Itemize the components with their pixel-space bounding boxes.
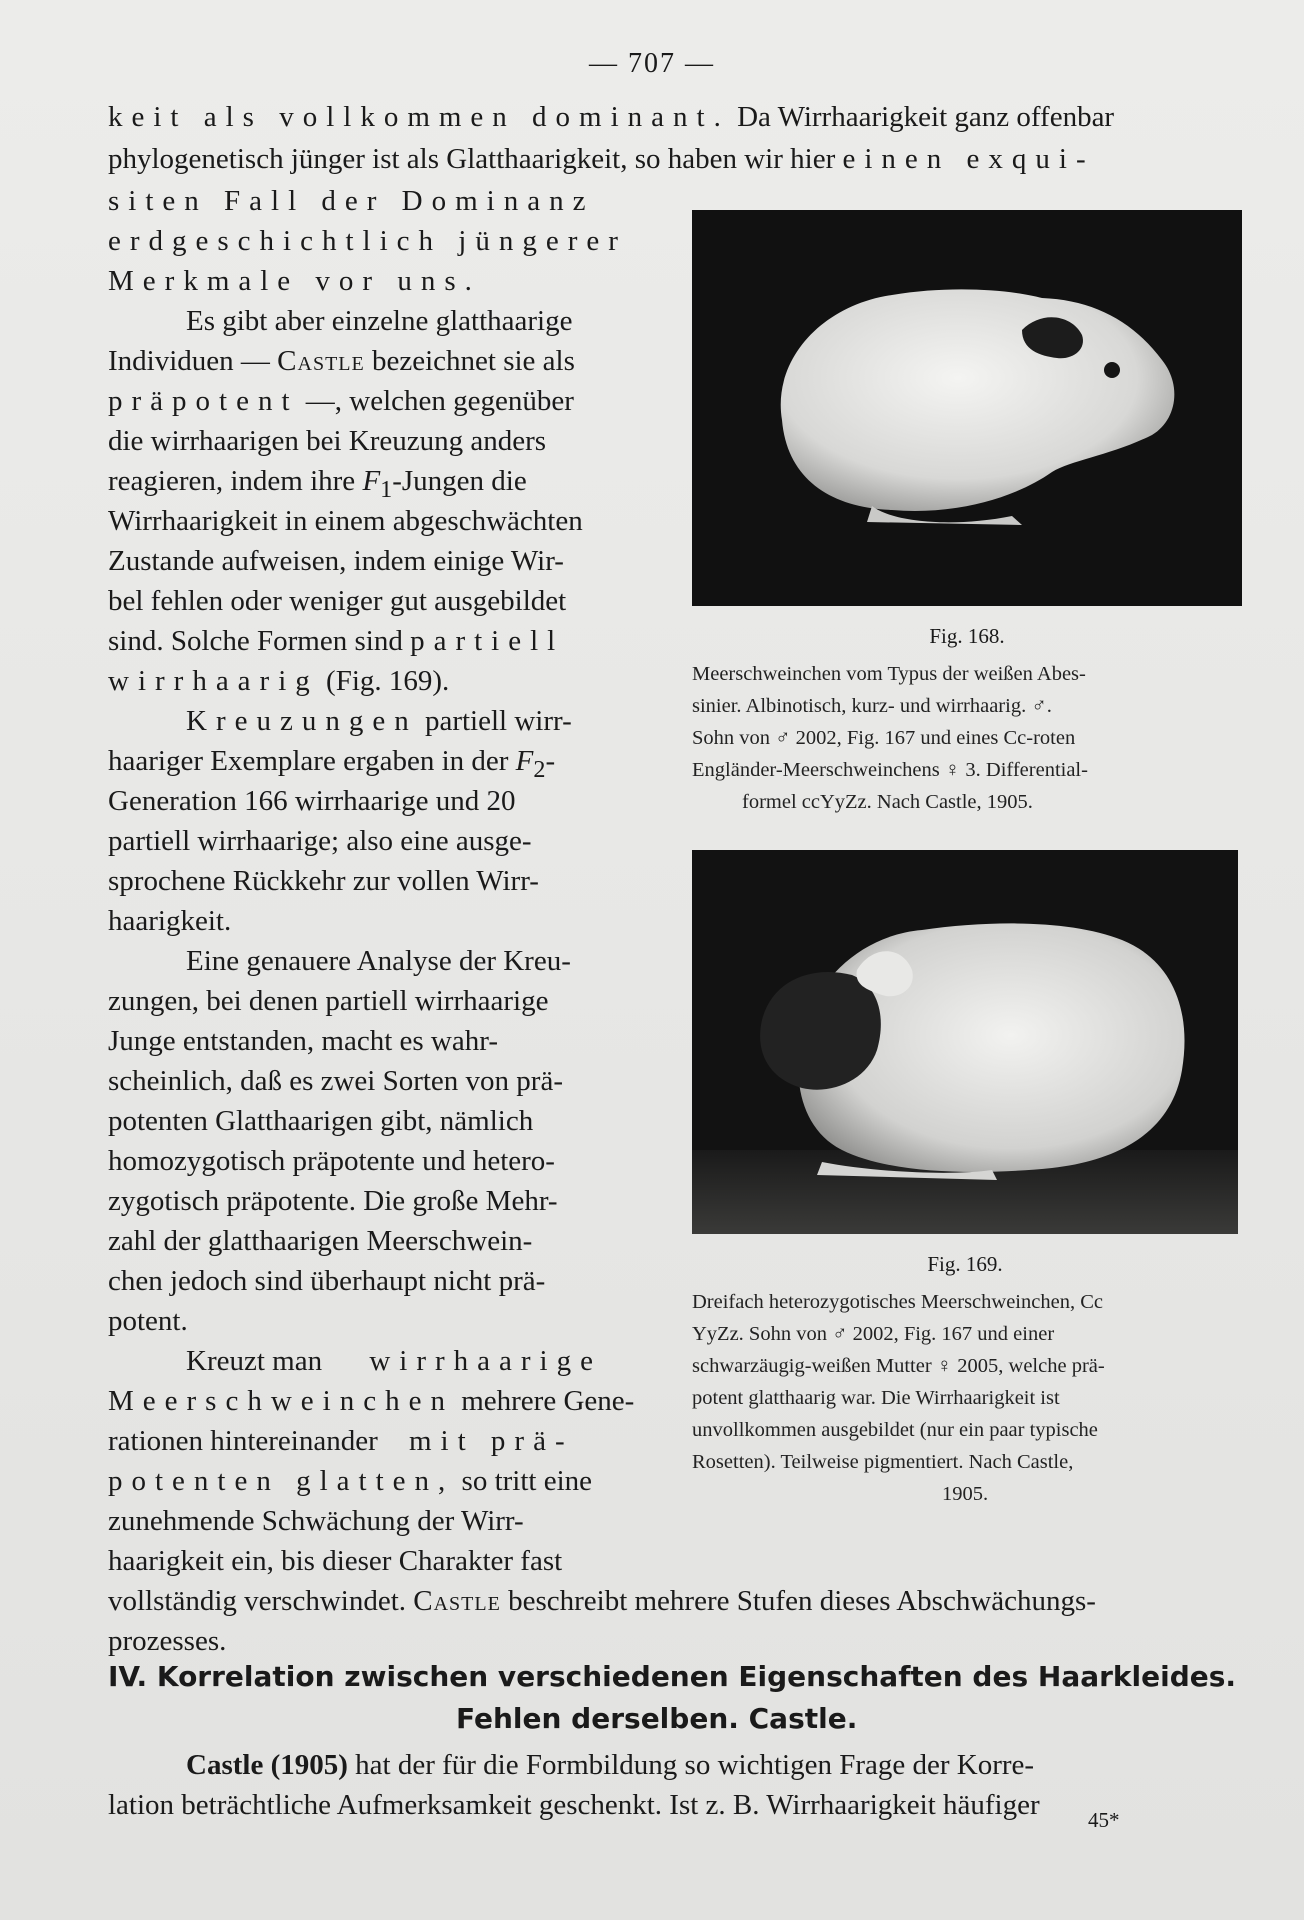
body-line-25: scheinlich, daß es zwei Sorten von prä- [108,1065,563,1097]
guinea-pig-pied-illustration [692,850,1238,1234]
author-name: Castle [413,1585,501,1617]
body-line-8 [108,384,574,418]
section-heading-line-2: Fehlen derselben. Castle. [456,1702,858,1735]
body-line-39: prozesses. [108,1625,227,1657]
formula-symbol: F [515,745,534,777]
body-line-18: Generation 166 wirrhaarige und 20 [108,785,516,817]
figure-169-label: Fig. 169. [927,1252,1003,1276]
body-line-36: zunehmende Schwächung der Wirr- [108,1505,524,1537]
body-line-3: siten Fall der Dominanz [108,185,595,217]
text-run: vollständig verschwindet. [108,1585,407,1617]
body-line-2 [108,142,1095,176]
figure-169-photo [692,850,1238,1234]
caption-line: Dreifach heterozygotisches Meerschweinchen, Cc [692,1291,1103,1313]
text-run: mehrere Gene- [461,1385,635,1417]
spaced-text: mit prä- [409,1425,574,1457]
body-line-6: Es gibt aber einzelne glatthaarige [186,305,573,337]
caption-line: sinier. Albinotisch, kurz- und wirrhaarig. ♂. [692,695,1052,717]
text-run: so tritt eine [461,1465,593,1497]
subscript: 2 [533,755,546,783]
body-line-37: haarigkeit ein, bis dieser Charakter fast [108,1545,563,1577]
body-line-26: potenten Glatthaarigen gibt, nämlich [108,1105,534,1137]
spaced-text: potenten glatten, [108,1465,455,1497]
caption-line: Rosetten). Teilweise pigmentiert. Nach Castle, [692,1451,1074,1473]
spaced-text: Kreuzungen [186,705,418,737]
text-run: reagieren, indem ihre [108,465,356,497]
formula-symbol: F [362,465,381,497]
figure-168-label: Fig. 168. [929,624,1005,648]
printer-signature: 45* [1088,1808,1120,1832]
body-line-35 [108,1464,592,1498]
caption-line: YyZz. Sohn von ♂ 2002, Fig. 167 und einer [692,1323,1055,1345]
spaced-text: einen exqui- [842,143,1095,175]
body-line-31: potent. [108,1305,188,1337]
body-line-11: Wirrhaarigkeit in einem abgeschwächten [108,505,583,537]
body-line-41: lation beträchtliche Aufmerksamkeit geschenkt. Ist z. B. Wirrhaarigkeit häufiger [108,1789,1040,1821]
body-line-1 [108,100,1114,134]
text-run: sind. Solche Formen sind [108,625,403,657]
caption-line: unvollkommen ausgebildet (nur ein paar typische [692,1419,1098,1441]
body-line-38 [108,1584,1096,1618]
text-run: —, welchen gegenüber [305,385,574,417]
body-line-12: Zustande aufweisen, indem einige Wir- [108,545,564,577]
text-run: Da Wirrhaarigkeit ganz offenbar [737,101,1115,133]
caption-line: Meerschweinchen vom Typus der weißen Abes- [692,663,1086,685]
body-line-40 [186,1748,1034,1782]
text-run: -Jungen die [392,465,527,497]
body-line-5: Merkmale vor uns. [108,265,481,297]
spaced-text: Meerschweinchen [108,1385,454,1417]
body-line-10 [108,464,527,507]
spaced-text: partiell [410,625,565,657]
author-citation: Castle (1905) [186,1749,348,1781]
text-run: - [545,745,556,777]
text-run: (Fig. 169). [326,665,450,697]
page-number: — 707 — [589,48,715,79]
text-run: hat der für die Formbildung so wichtigen Frage der Korre- [355,1749,1035,1781]
body-line-13: bel fehlen oder weniger gut ausgebildet [108,585,567,617]
guinea-pig-white-illustration [692,210,1242,606]
body-line-15 [108,664,449,698]
spaced-text: präpotent [108,385,299,417]
author-name: Castle [277,345,365,377]
caption-line: Sohn von ♂ 2002, Fig. 167 und eines Cc-roten [692,727,1076,749]
body-line-20: sprochene Rückkehr zur vollen Wirr- [108,865,539,897]
body-line-33 [108,1384,634,1418]
body-line-22: Eine genauere Analyse der Kreu- [186,945,571,977]
caption-line: Engländer-Meerschweinchens ♀ 3. Differential- [692,759,1088,781]
body-line-9: die wirrhaarigen bei Kreuzung anders [108,425,547,457]
body-line-28: zygotisch präpotente. Die große Mehr- [108,1185,558,1217]
body-line-21: haarigkeit. [108,905,232,937]
text-run: haariger Exemplare ergaben in der [108,745,509,777]
body-line-34 [108,1424,574,1458]
body-line-17 [108,744,555,787]
body-line-4: erdgeschichtlich jüngerer [108,225,627,257]
spaced-text: wirrhaarige [369,1345,602,1377]
body-line-14 [108,624,564,658]
text-run: partiell wirr- [424,705,572,737]
spaced-text: keit als vollkommen dominant. [108,101,730,133]
text-run: Individuen — [108,345,270,377]
body-line-32 [186,1344,602,1378]
figure-168-caption [692,658,1242,818]
caption-line: 1905. [941,1483,989,1505]
body-line-7 [108,344,575,378]
body-line-27: homozygotisch präpotente und hetero- [108,1145,555,1177]
body-line-24: Junge entstanden, macht es wahr- [108,1025,498,1057]
body-line-16 [186,704,572,738]
text-run: rationen hintereinander [108,1425,378,1457]
text-run: Kreuzt man [186,1345,323,1377]
body-line-23: zungen, bei denen partiell wirrhaarige [108,985,549,1017]
spaced-text: wirrhaarig [108,665,319,697]
text-run: bezeichnet sie als [371,345,575,377]
body-line-19: partiell wirrhaarige; also eine ausge- [108,825,532,857]
caption-line: schwarzäugig-weißen Mutter ♀ 2005, welche prä- [692,1355,1105,1377]
caption-line: potent glatthaarig war. Die Wirrhaarigkeit ist [692,1387,1060,1409]
body-line-29: zahl der glatthaarigen Meerschwein- [108,1225,533,1257]
body-line-30: chen jedoch sind überhaupt nicht prä- [108,1265,546,1297]
subscript: 1 [380,475,393,503]
figure-168-photo [692,210,1242,606]
caption-line: formel ccYyZz. Nach Castle, 1905. [742,791,1033,813]
figure-169-caption [692,1286,1238,1510]
text-run: beschreibt mehrere Stufen dieses Abschwächungs- [508,1585,1096,1617]
section-heading-line-1: IV. Korrelation zwischen verschiedenen Eigenschaften des Haarkleides. [108,1660,1237,1693]
text-run: phylogenetisch jünger ist als Glatthaarigkeit, so haben wir hier [108,143,836,175]
